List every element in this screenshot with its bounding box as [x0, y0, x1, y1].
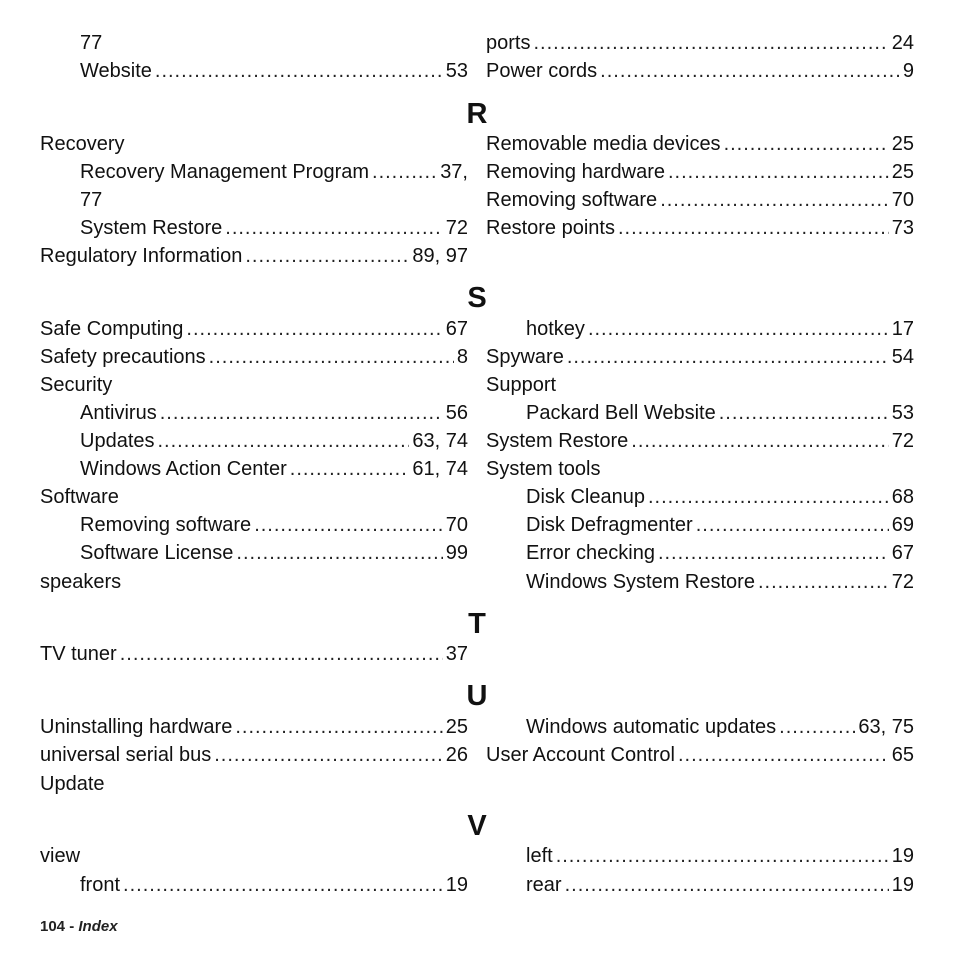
- section-letter-r: R: [466, 98, 488, 130]
- index-entry: [486, 430, 914, 458]
- index-entry: [40, 643, 468, 671]
- entry-pages: 61, 74: [412, 458, 468, 480]
- dot-leader: [658, 542, 889, 565]
- index-entry: [486, 346, 914, 374]
- entry-label: Removing hardware: [486, 161, 665, 183]
- entry-pages: 25: [891, 133, 914, 155]
- entry-pages: 69: [891, 514, 914, 536]
- index-entry: [80, 514, 468, 542]
- entry-label: Updates: [80, 430, 155, 452]
- dot-leader: [214, 744, 443, 767]
- entry-label: Safe Computing: [40, 318, 184, 340]
- dot-leader: [123, 874, 443, 897]
- dot-leader: [235, 716, 442, 739]
- entry-pages: 37,: [440, 161, 468, 183]
- index-entry: [40, 845, 468, 873]
- index-entry: [486, 217, 914, 245]
- entry-pages: 72: [891, 430, 914, 452]
- entry-label: Antivirus: [80, 402, 157, 424]
- dot-leader: [567, 346, 889, 369]
- index-entry: [526, 571, 914, 599]
- entry-pages: 67: [445, 318, 468, 340]
- entry-label: Windows System Restore: [526, 571, 755, 593]
- entry-label: Uninstalling hardware: [40, 716, 233, 738]
- index-entry: [80, 458, 468, 486]
- dot-leader: [225, 217, 442, 240]
- dot-leader: [290, 458, 410, 481]
- entry-label: 77: [80, 189, 103, 211]
- dot-leader: [724, 133, 889, 156]
- index-entry: [80, 32, 468, 60]
- dot-leader: [254, 514, 443, 537]
- index-entry: [486, 458, 914, 486]
- entry-label: Disk Cleanup: [526, 486, 645, 508]
- dot-leader: [565, 874, 889, 897]
- dot-leader: [618, 217, 889, 240]
- entry-pages: 99: [445, 542, 468, 564]
- entry-label: front: [80, 874, 121, 896]
- entry-pages: 19: [445, 874, 468, 896]
- entry-pages: 65: [891, 744, 914, 766]
- entry-pages: 17: [891, 318, 914, 340]
- index-entry: [40, 374, 468, 402]
- entry-pages: 9: [902, 60, 914, 82]
- entry-label: Disk Defragmenter: [526, 514, 693, 536]
- index-entry: [40, 571, 468, 599]
- index-entry: [486, 133, 914, 161]
- entry-label: Software: [40, 486, 119, 508]
- index-entry: [486, 744, 914, 772]
- entry-pages: 26: [445, 744, 468, 766]
- entry-label: Removable media devices: [486, 133, 721, 155]
- dot-leader: [533, 32, 888, 55]
- entry-pages: 19: [891, 845, 914, 867]
- entry-label: hotkey: [526, 318, 585, 340]
- entry-pages: 54: [891, 346, 914, 368]
- index-entry: [80, 542, 468, 570]
- index-entry: [526, 716, 914, 744]
- index-entry: [40, 245, 468, 273]
- entry-label: Packard Bell Website: [526, 402, 716, 424]
- index-entry: [486, 374, 914, 402]
- entry-pages: 25: [891, 161, 914, 183]
- dot-leader: [668, 161, 889, 184]
- entry-pages: 8: [456, 346, 468, 368]
- index-entry: [40, 346, 468, 374]
- section-letter-u: U: [466, 680, 488, 712]
- index-entry: [526, 542, 914, 570]
- entry-label: ports: [486, 32, 531, 54]
- entry-label: universal serial bus: [40, 744, 212, 766]
- entry-label: System Restore: [80, 217, 223, 239]
- entry-pages: 72: [445, 217, 468, 239]
- entry-pages: 72: [891, 571, 914, 593]
- entry-pages: 53: [445, 60, 468, 82]
- dot-leader: [120, 643, 443, 666]
- page-footer: [40, 918, 118, 935]
- entry-pages: 25: [445, 716, 468, 738]
- footer-separator: -: [69, 918, 75, 935]
- entry-label: Security: [40, 374, 113, 396]
- dot-leader: [556, 845, 889, 868]
- entry-pages: 53: [891, 402, 914, 424]
- footer-title: Index: [78, 918, 118, 935]
- entry-label: Software License: [80, 542, 234, 564]
- entry-label: System tools: [486, 458, 601, 480]
- dot-leader: [758, 571, 889, 594]
- index-entry: [40, 318, 468, 346]
- index-entry: [80, 217, 468, 245]
- page-number: 104: [40, 918, 66, 935]
- entry-pages: 19: [891, 874, 914, 896]
- dot-leader: [236, 542, 442, 565]
- entry-label: 77: [80, 32, 103, 54]
- entry-label: left: [526, 845, 553, 867]
- dot-leader: [696, 514, 889, 537]
- index-entry: [526, 486, 914, 514]
- index-entry: [80, 60, 468, 88]
- dot-leader: [209, 346, 454, 369]
- entry-label: Removing software: [80, 514, 252, 536]
- dot-leader: [719, 402, 889, 425]
- dot-leader: [588, 318, 889, 341]
- index-entry: [526, 318, 914, 346]
- entry-pages: 63, 74: [412, 430, 468, 452]
- entry-label: Regulatory Information: [40, 245, 243, 267]
- entry-label: Spyware: [486, 346, 564, 368]
- entry-label: Support: [486, 374, 557, 396]
- entry-label: Update: [40, 773, 105, 795]
- index-entry: [80, 874, 468, 902]
- dot-leader: [678, 744, 889, 767]
- entry-label: Error checking: [526, 542, 655, 564]
- entry-pages: 56: [445, 402, 468, 424]
- entry-label: Power cords: [486, 60, 598, 82]
- index-entry: [80, 430, 468, 458]
- entry-label: Safety precautions: [40, 346, 206, 368]
- dot-leader: [245, 245, 409, 268]
- section-letter-t: T: [468, 608, 486, 640]
- entry-label: Windows Action Center: [80, 458, 287, 480]
- entry-label: rear: [526, 874, 562, 896]
- entry-pages: 63, 75: [858, 716, 914, 738]
- index-entry: [526, 874, 914, 902]
- dot-leader: [155, 60, 443, 83]
- index-entry: [80, 189, 468, 217]
- index-entry: [40, 744, 468, 772]
- entry-label: Restore points: [486, 217, 615, 239]
- entry-label: Windows automatic updates: [526, 716, 777, 738]
- index-entry: [40, 486, 468, 514]
- entry-label: Recovery Management Program: [80, 161, 370, 183]
- dot-leader: [186, 318, 442, 341]
- entry-pages: 37: [445, 643, 468, 665]
- entry-pages: 70: [891, 189, 914, 211]
- entry-pages: 68: [891, 486, 914, 508]
- dot-leader: [631, 430, 888, 453]
- dot-leader: [648, 486, 889, 509]
- dot-leader: [160, 402, 443, 425]
- entry-pages: 70: [445, 514, 468, 536]
- index-entry: [80, 402, 468, 430]
- index-entry: [486, 161, 914, 189]
- section-letter-v: V: [467, 810, 487, 842]
- entry-pages: 24: [891, 32, 914, 54]
- index-entry: [486, 32, 914, 60]
- entry-label: TV tuner: [40, 643, 117, 665]
- entry-label: view: [40, 845, 81, 867]
- section-letter-s: S: [467, 282, 487, 314]
- dot-leader: [660, 189, 889, 212]
- index-entry: [526, 514, 914, 542]
- index-entry: [40, 133, 468, 161]
- index-entry: [486, 189, 914, 217]
- entry-label: User Account Control: [486, 744, 675, 766]
- index-entry: [80, 161, 468, 189]
- index-entry: [486, 60, 914, 88]
- dot-leader: [600, 60, 900, 83]
- entry-label: Website: [80, 60, 152, 82]
- entry-pages: 67: [891, 542, 914, 564]
- entry-label: Recovery: [40, 133, 125, 155]
- entry-label: Removing software: [486, 189, 658, 211]
- index-entry: [526, 402, 914, 430]
- index-entry: [40, 716, 468, 744]
- dot-leader: [779, 716, 855, 739]
- dot-leader: [158, 430, 410, 453]
- entry-label: speakers: [40, 571, 122, 593]
- dot-leader: [372, 161, 437, 184]
- entry-pages: 73: [891, 217, 914, 239]
- index-entry: [40, 773, 468, 801]
- entry-pages: 89, 97: [412, 245, 468, 267]
- entry-label: System Restore: [486, 430, 629, 452]
- index-entry: [526, 845, 914, 873]
